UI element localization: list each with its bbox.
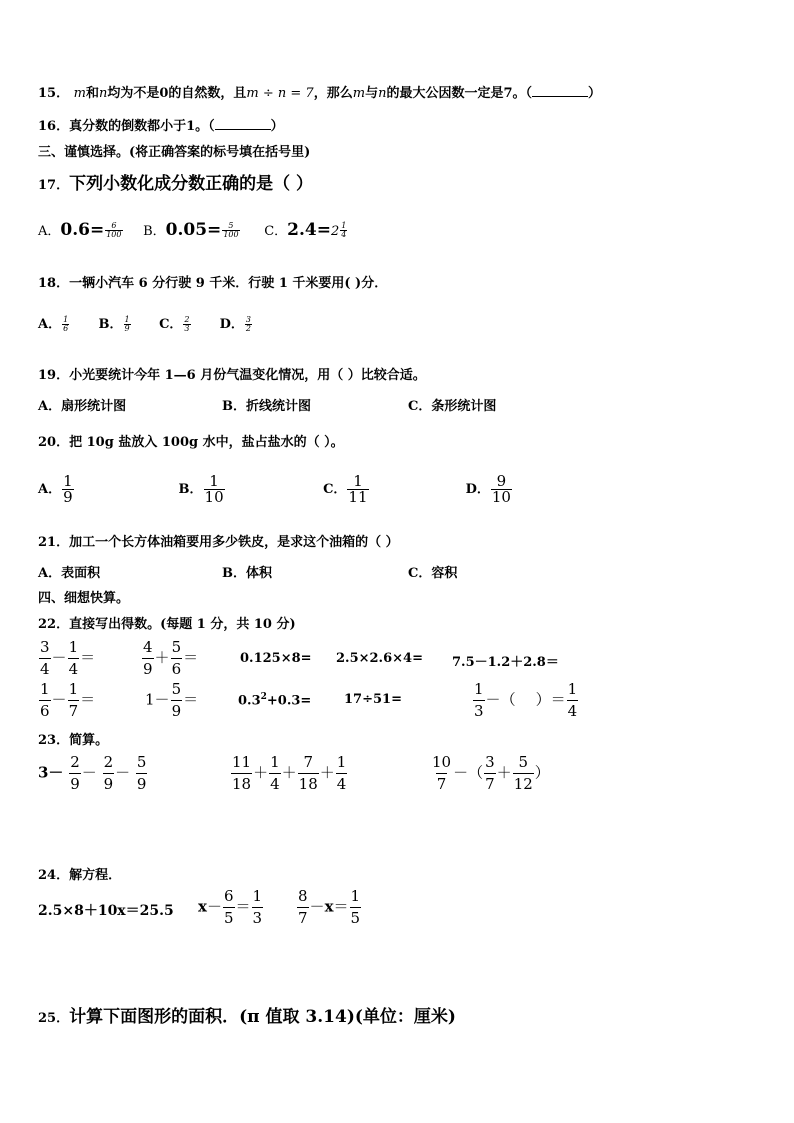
numerator: 6 [111, 221, 117, 230]
option-a[interactable] [38, 220, 138, 240]
q22-text: 直接写出得数。(每题 1 分，共 10 分) [69, 617, 296, 632]
denominator: 3 [184, 324, 190, 333]
operator: － [81, 763, 97, 782]
operator: ＋ [253, 763, 269, 782]
expr-part: +0.3= [266, 693, 312, 709]
q18-text: 一辆小汽车 6 分行驶 9 千米．行驶 1 千米要用( )分． [69, 276, 388, 291]
option-label: A． [38, 224, 61, 239]
denominator: 9 [63, 488, 73, 506]
option-c[interactable]: C．条形统计图 [408, 399, 497, 414]
option-label: C． [323, 482, 347, 497]
question-24 [38, 864, 121, 883]
option-value: 0.05= [165, 220, 222, 240]
q15-text: 的最大公因数一定是 [386, 86, 504, 101]
fraction [297, 889, 309, 926]
denominator: 7 [68, 702, 79, 720]
q16-text: 真分数的倒数都小于 [69, 119, 187, 134]
operator: ＋ [154, 648, 170, 667]
question-22 [38, 613, 296, 632]
fraction [105, 222, 122, 239]
numerator: 3 [485, 753, 495, 771]
option-b[interactable]: B．折线统计图 [222, 399, 311, 414]
fraction [491, 474, 512, 505]
fraction [204, 474, 225, 505]
option-b[interactable] [99, 313, 155, 333]
fraction [68, 640, 80, 677]
option-label: C． [159, 317, 183, 332]
operator: － [115, 763, 131, 782]
question-20 [38, 431, 344, 450]
fraction [142, 640, 154, 677]
numerator: 5 [228, 221, 234, 230]
calc-1-6-minus-1-7 [38, 682, 95, 719]
q15-text: 均为不是 [107, 86, 160, 101]
question-number: 18． [38, 276, 70, 291]
numerator: 1 [474, 680, 484, 698]
denominator: 10 [491, 488, 511, 506]
question-16 [38, 115, 284, 134]
equation-1: 2.5×8＋10x＝25.5 [38, 903, 174, 919]
numerator: 9 [496, 472, 507, 490]
numerator: 1 [63, 472, 73, 490]
question-17 [38, 169, 313, 194]
option-label: A． [38, 482, 62, 497]
mixed-whole: 2 [330, 224, 340, 239]
fraction [431, 755, 452, 792]
option-a[interactable] [38, 313, 94, 333]
option-b[interactable] [143, 220, 259, 240]
variable: x [198, 897, 207, 916]
option-b[interactable]: B．体积 [222, 566, 272, 581]
fraction [62, 474, 74, 505]
numerator: 5 [518, 753, 528, 771]
q15-text: 的自然数，且 [168, 86, 247, 101]
q15-text: 与 [365, 86, 379, 101]
denominator: 2 [245, 324, 251, 333]
q15-text: ，那么 [313, 86, 353, 101]
denominator: 7 [298, 909, 308, 927]
numerator: 1 [567, 680, 578, 698]
exponent: 2 [260, 692, 267, 702]
fraction [68, 682, 80, 719]
question-15 [38, 82, 601, 101]
operator: ＝ [183, 690, 199, 709]
denominator: 7 [485, 775, 495, 793]
fraction [473, 682, 485, 719]
denominator: 9 [124, 324, 130, 333]
option-label: B． [98, 317, 123, 332]
simplify-expression-3 [430, 755, 550, 792]
operator: ＝ [80, 690, 96, 709]
q25-text: 计算下面图形的面积．(π 值取 3.14)(单位：厘米) [69, 1007, 456, 1027]
operator: － [51, 648, 67, 667]
denominator: 10 [204, 488, 224, 506]
operator: － [485, 690, 501, 709]
option-label: B． [178, 482, 203, 497]
q24-text: 解方程． [69, 868, 122, 883]
numerator: 10 [432, 753, 452, 771]
numerator: 1 [270, 753, 280, 771]
operator: － [154, 690, 170, 709]
fraction [103, 755, 115, 792]
denominator: 18 [232, 775, 252, 793]
option-b[interactable] [179, 474, 319, 505]
denominator: 9 [171, 702, 182, 720]
option-c[interactable] [264, 220, 348, 240]
paren: ） [534, 763, 550, 782]
fraction [124, 316, 131, 333]
denominator: 11 [348, 488, 368, 506]
numerator: 5 [171, 638, 182, 656]
fraction [231, 755, 252, 792]
denominator: 5 [223, 909, 234, 927]
option-label: D． [219, 317, 244, 332]
q15-expression: m ÷ n = 7 [246, 86, 314, 101]
paren: （ [500, 690, 516, 709]
numerator: 1 [350, 887, 361, 905]
simplify-expression-1 [38, 755, 148, 792]
q15-text: ） [588, 86, 602, 101]
fraction [336, 755, 348, 792]
fraction [245, 316, 252, 333]
fraction [484, 755, 496, 792]
fraction [298, 755, 319, 792]
question-21 [38, 531, 399, 550]
denominator: 9 [143, 660, 153, 678]
question-number: 19． [38, 368, 70, 383]
numerator: 1 [353, 472, 363, 490]
numerator: 1 [336, 753, 347, 771]
operator: ＝ [550, 690, 566, 709]
fraction [340, 222, 347, 239]
numerator: 7 [303, 753, 313, 771]
var-m: m [352, 86, 366, 101]
equation-3 [296, 889, 362, 926]
denominator: 12 [513, 775, 533, 793]
q15-text: 0 [159, 86, 169, 101]
option-label: A． [38, 317, 62, 332]
calc-3-4-minus-1-4 [38, 640, 95, 677]
numerator: 2 [70, 753, 80, 771]
option-c[interactable] [323, 474, 461, 505]
numerator: 2 [103, 753, 114, 771]
option-c[interactable]: C．容积 [408, 566, 458, 581]
numerator: 8 [298, 887, 308, 905]
denominator: 100 [223, 230, 239, 239]
q15-text: 7 [503, 86, 513, 101]
equation-2 [198, 889, 264, 926]
question-25 [38, 1002, 456, 1027]
numerator: 5 [171, 680, 182, 698]
fraction [171, 640, 183, 677]
fraction [136, 755, 148, 792]
calc-expression: 17÷51= [344, 692, 402, 707]
numerator: 1 [63, 315, 69, 324]
fraction [62, 316, 69, 333]
answer-blank[interactable] [215, 129, 271, 130]
option-label: C． [264, 224, 288, 239]
numerator: 3 [40, 638, 50, 656]
fraction [347, 474, 368, 505]
operator: ＝ [183, 648, 199, 667]
fraction [269, 755, 281, 792]
expr-part: 0.3 [238, 693, 261, 709]
calc-4-9-plus-5-6 [141, 640, 198, 677]
question-18 [38, 272, 387, 291]
numerator: 1 [124, 315, 130, 324]
numerator: 5 [136, 753, 147, 771]
operator: ＋ [319, 763, 335, 782]
numerator: 3 [245, 315, 251, 324]
number: 1 [145, 690, 155, 709]
paren: （ [468, 763, 484, 782]
q15-text: 和 [85, 86, 99, 101]
q23-text: 简算。 [69, 733, 109, 748]
question-23 [38, 729, 108, 748]
var-m: m [73, 86, 86, 101]
calc-1-minus-5-9 [145, 682, 198, 719]
option-a[interactable]: A．表面积 [38, 566, 101, 581]
question-19 [38, 364, 426, 383]
denominator: 9 [103, 775, 114, 793]
paren: ） [535, 690, 551, 709]
denominator: 4 [68, 660, 79, 678]
operator: － [51, 690, 67, 709]
option-label: B． [143, 224, 166, 239]
q19-text: 小光要统计今年 1—6 月份气温变化情况，用（ ）比较合适。 [69, 368, 426, 383]
fraction [513, 755, 534, 792]
number: 3－ [38, 763, 64, 782]
operator: － [206, 897, 222, 916]
option-label: D． [465, 482, 490, 497]
option-d[interactable] [220, 313, 253, 333]
denominator: 6 [40, 702, 50, 720]
operator: ＋ [496, 763, 512, 782]
simplify-expression-2 [230, 755, 348, 792]
fraction [567, 682, 579, 719]
section-heading-3: 三、谨慎选择。(将正确答案的标号填在括号里) [38, 145, 311, 160]
option-value: 0.6= [60, 220, 105, 240]
calc-expression: 0.125×8= [240, 651, 312, 666]
variable: x [324, 897, 334, 916]
q21-options [38, 562, 457, 581]
fraction [223, 889, 235, 926]
operator: ＝ [235, 897, 251, 916]
question-number: 15． [38, 86, 70, 101]
denominator: 6 [63, 324, 69, 333]
denominator: 100 [106, 230, 122, 239]
operator: ＝ [80, 648, 96, 667]
section-heading-4: 四、细想快算。 [38, 591, 130, 606]
operator: ＝ [333, 897, 349, 916]
operator: ＋ [281, 763, 297, 782]
option-value: 2.4= [287, 220, 331, 240]
option-a[interactable]: A．扇形统计图 [38, 399, 127, 414]
denominator: 4 [40, 660, 50, 678]
question-number: 20． [38, 435, 70, 450]
question-number: 24． [38, 868, 70, 883]
calc-1-3-blank-1-4 [472, 682, 579, 719]
numerator: 1 [252, 887, 263, 905]
numerator: 1 [68, 638, 79, 656]
question-number: 21． [38, 535, 70, 550]
denominator: 3 [252, 909, 263, 927]
fraction [222, 222, 239, 239]
question-number: 16． [38, 119, 70, 134]
calc-expression: 2.5×2.6×4= [336, 651, 423, 666]
denominator: 3 [474, 702, 484, 720]
q17-title: 下列小数化成分数正确的是（ ） [69, 174, 314, 194]
fraction [350, 889, 362, 926]
option-c[interactable] [159, 313, 215, 333]
numerator: 1 [40, 680, 50, 698]
denominator: 18 [298, 775, 318, 793]
fraction [39, 640, 51, 677]
calc-expression: 7.5－1.2＋2.8＝ [452, 655, 559, 670]
option-d[interactable] [466, 474, 513, 505]
numerator: 11 [232, 753, 252, 771]
operator: － [309, 897, 325, 916]
q19-options [38, 395, 496, 414]
denominator: 4 [270, 775, 280, 793]
denominator: 9 [70, 775, 80, 793]
question-number: 25． [38, 1011, 70, 1026]
numerator: 4 [143, 638, 153, 656]
denominator: 9 [136, 775, 147, 793]
numerator: 1 [209, 472, 219, 490]
denominator: 4 [567, 702, 578, 720]
q16-text: 1 [186, 119, 196, 134]
numerator: 1 [68, 680, 79, 698]
denominator: 6 [171, 660, 182, 678]
numerator: 2 [184, 315, 190, 324]
denominator: 4 [341, 230, 347, 239]
question-number: 22． [38, 617, 70, 632]
numerator: 6 [223, 887, 234, 905]
var-n: n [378, 86, 387, 101]
q16-text: 。（ [195, 119, 215, 134]
question-number: 23． [38, 733, 70, 748]
answer-blank[interactable] [532, 96, 588, 97]
fraction [183, 316, 190, 333]
option-a[interactable] [38, 474, 174, 505]
q18-options [38, 313, 253, 333]
denominator: 5 [350, 909, 361, 927]
fraction [252, 889, 264, 926]
fraction [39, 682, 51, 719]
q16-text: ） [270, 119, 284, 134]
operator: － [453, 763, 469, 782]
var-n: n [98, 86, 108, 101]
q17-options [38, 220, 348, 240]
numerator: 1 [341, 221, 347, 230]
denominator: 7 [436, 775, 447, 793]
q20-options [38, 474, 513, 505]
fraction [171, 682, 183, 719]
q15-text: 。（ [512, 86, 533, 101]
denominator: 4 [336, 775, 347, 793]
q20-text: 把 10g 盐放入 100g 水中，盐占盐水的（ ）。 [69, 435, 344, 450]
question-number: 17． [38, 178, 70, 193]
q21-text: 加工一个长方体油箱要用多少铁皮，是求这个油箱的（ ） [69, 535, 399, 550]
fraction [69, 755, 81, 792]
calc-expression [238, 692, 311, 708]
